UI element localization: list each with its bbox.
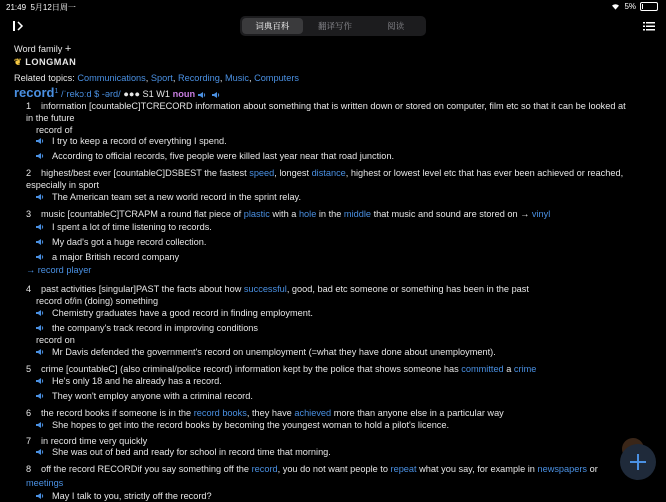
word-link[interactable]: speed xyxy=(249,168,275,178)
speaker-icon[interactable] xyxy=(36,348,44,356)
speaker-icon[interactable] xyxy=(36,324,44,332)
speaker-icon[interactable] xyxy=(36,137,44,145)
speaker-icon[interactable] xyxy=(36,223,44,231)
plus-icon xyxy=(620,444,656,480)
word-link[interactable]: repeat xyxy=(390,464,417,474)
status-bar xyxy=(0,0,666,12)
phrase: record on xyxy=(36,335,75,345)
word-link[interactable]: achieved xyxy=(294,408,332,418)
tab-reading[interactable]: 阅读 xyxy=(387,21,405,31)
expand-icon[interactable]: + xyxy=(64,43,72,55)
speaker-icon[interactable] xyxy=(198,91,206,99)
sense-2: 2 highest/best ever [countableC]DSBEST the fastest speed, longest distance, highest or lowest level etc that has ever been achieved or reached, xyxy=(26,168,624,178)
speaker-icon[interactable] xyxy=(36,421,44,429)
related-topics: Related topics: Communications, Sport, Recording, Music, Computers xyxy=(14,73,299,83)
status-time: 21:49 5月12日周一 xyxy=(6,3,76,12)
sense-5: 5 crime [countableC] (also criminal/police record) information kept by the police that shows someone has committed a crime xyxy=(26,364,537,374)
phrase: record of/in (doing) something xyxy=(36,296,159,306)
sense-2-cont: especially in sport xyxy=(26,180,100,190)
phrase: record of xyxy=(36,125,73,135)
speaker-icon[interactable] xyxy=(36,238,44,246)
frequency-label: S1 W1 xyxy=(142,89,171,100)
word-link[interactable]: plastic xyxy=(243,209,270,219)
speaker-icon[interactable] xyxy=(36,193,44,201)
sidebar-toggle-icon[interactable] xyxy=(12,19,26,33)
battery-percent: 5% xyxy=(624,2,636,11)
word-link[interactable]: record xyxy=(251,464,278,474)
battery-icon xyxy=(640,2,658,11)
toolbar xyxy=(0,14,666,38)
wifi-icon xyxy=(611,3,620,10)
longman-logo: ❦ LONGMAN xyxy=(14,57,77,67)
speaker-icon[interactable] xyxy=(36,309,44,317)
word-link[interactable]: vinyl xyxy=(531,209,551,219)
speaker-icon[interactable] xyxy=(36,492,44,500)
speaker-icon[interactable] xyxy=(212,91,220,99)
status-right xyxy=(611,2,658,11)
topic-link[interactable]: Communications xyxy=(77,73,146,83)
headword: record xyxy=(14,85,55,101)
sense-4: 4 past activities [singular]PAST the facts about how successful, good, bad etc someone or something has been in the past xyxy=(26,284,529,294)
word-link[interactable]: record books xyxy=(193,408,247,418)
word-link[interactable]: newspapers xyxy=(537,464,588,474)
topic-link[interactable]: Recording xyxy=(177,73,220,83)
mode-tabs xyxy=(240,16,426,36)
word-link[interactable]: successful xyxy=(243,284,287,294)
sense-1-cont: in the future xyxy=(26,113,75,123)
word-link[interactable]: committed xyxy=(461,364,504,374)
part-of-speech: noun xyxy=(172,89,196,100)
entry-header: record$^1$ /ˈrekɔːd $ -ərd/ ●●● S1 W1 noun xyxy=(14,85,224,101)
pronunciation: /ˈrekɔːd $ -ərd/ xyxy=(60,89,121,100)
speaker-icon[interactable] xyxy=(36,392,44,400)
list-menu-icon[interactable] xyxy=(642,19,656,33)
speaker-icon[interactable] xyxy=(36,152,44,160)
topic-link[interactable]: Sport xyxy=(150,73,173,83)
tab-dictionary[interactable]: 词典百科 xyxy=(242,18,303,34)
add-button[interactable] xyxy=(620,444,656,480)
word-link[interactable]: crime xyxy=(513,364,537,374)
sense-3: 3 music [countableC]TCRAPM a round flat piece of plastic with a hole in the middle that music and sound are stored on → vinyl xyxy=(26,209,551,219)
cross-reference-link[interactable]: → record player xyxy=(26,265,92,275)
frequency-dots: ●●● xyxy=(123,89,140,100)
sense-1: 1 information [countableC]TCRECORD information about something that is written down or stored on computer, film etc so that it can be looked at xyxy=(26,101,626,111)
sense-6: 6 the record books if someone is in the record books, they have achieved more than anyone else in a particular way xyxy=(26,408,504,418)
speaker-icon[interactable] xyxy=(36,377,44,385)
tab-translate[interactable]: 翻译写作 xyxy=(318,21,353,31)
speaker-icon[interactable] xyxy=(36,448,44,456)
topic-link[interactable]: Music xyxy=(224,73,249,83)
word-link[interactable]: middle xyxy=(343,209,371,219)
sense-7: 7 in record time very quickly xyxy=(26,436,148,446)
word-link[interactable]: meetings xyxy=(26,478,64,488)
word-family-row[interactable]: Word family + xyxy=(14,43,72,55)
topic-link[interactable]: Computers xyxy=(254,73,299,83)
sense-8: 8 off the record RECORDif you say something off the record, you do not want people to repeat what you say, for example in newspapers or xyxy=(26,464,598,474)
word-link[interactable]: distance xyxy=(311,168,346,178)
word-link[interactable]: hole xyxy=(298,209,317,219)
speaker-icon[interactable] xyxy=(36,253,44,261)
